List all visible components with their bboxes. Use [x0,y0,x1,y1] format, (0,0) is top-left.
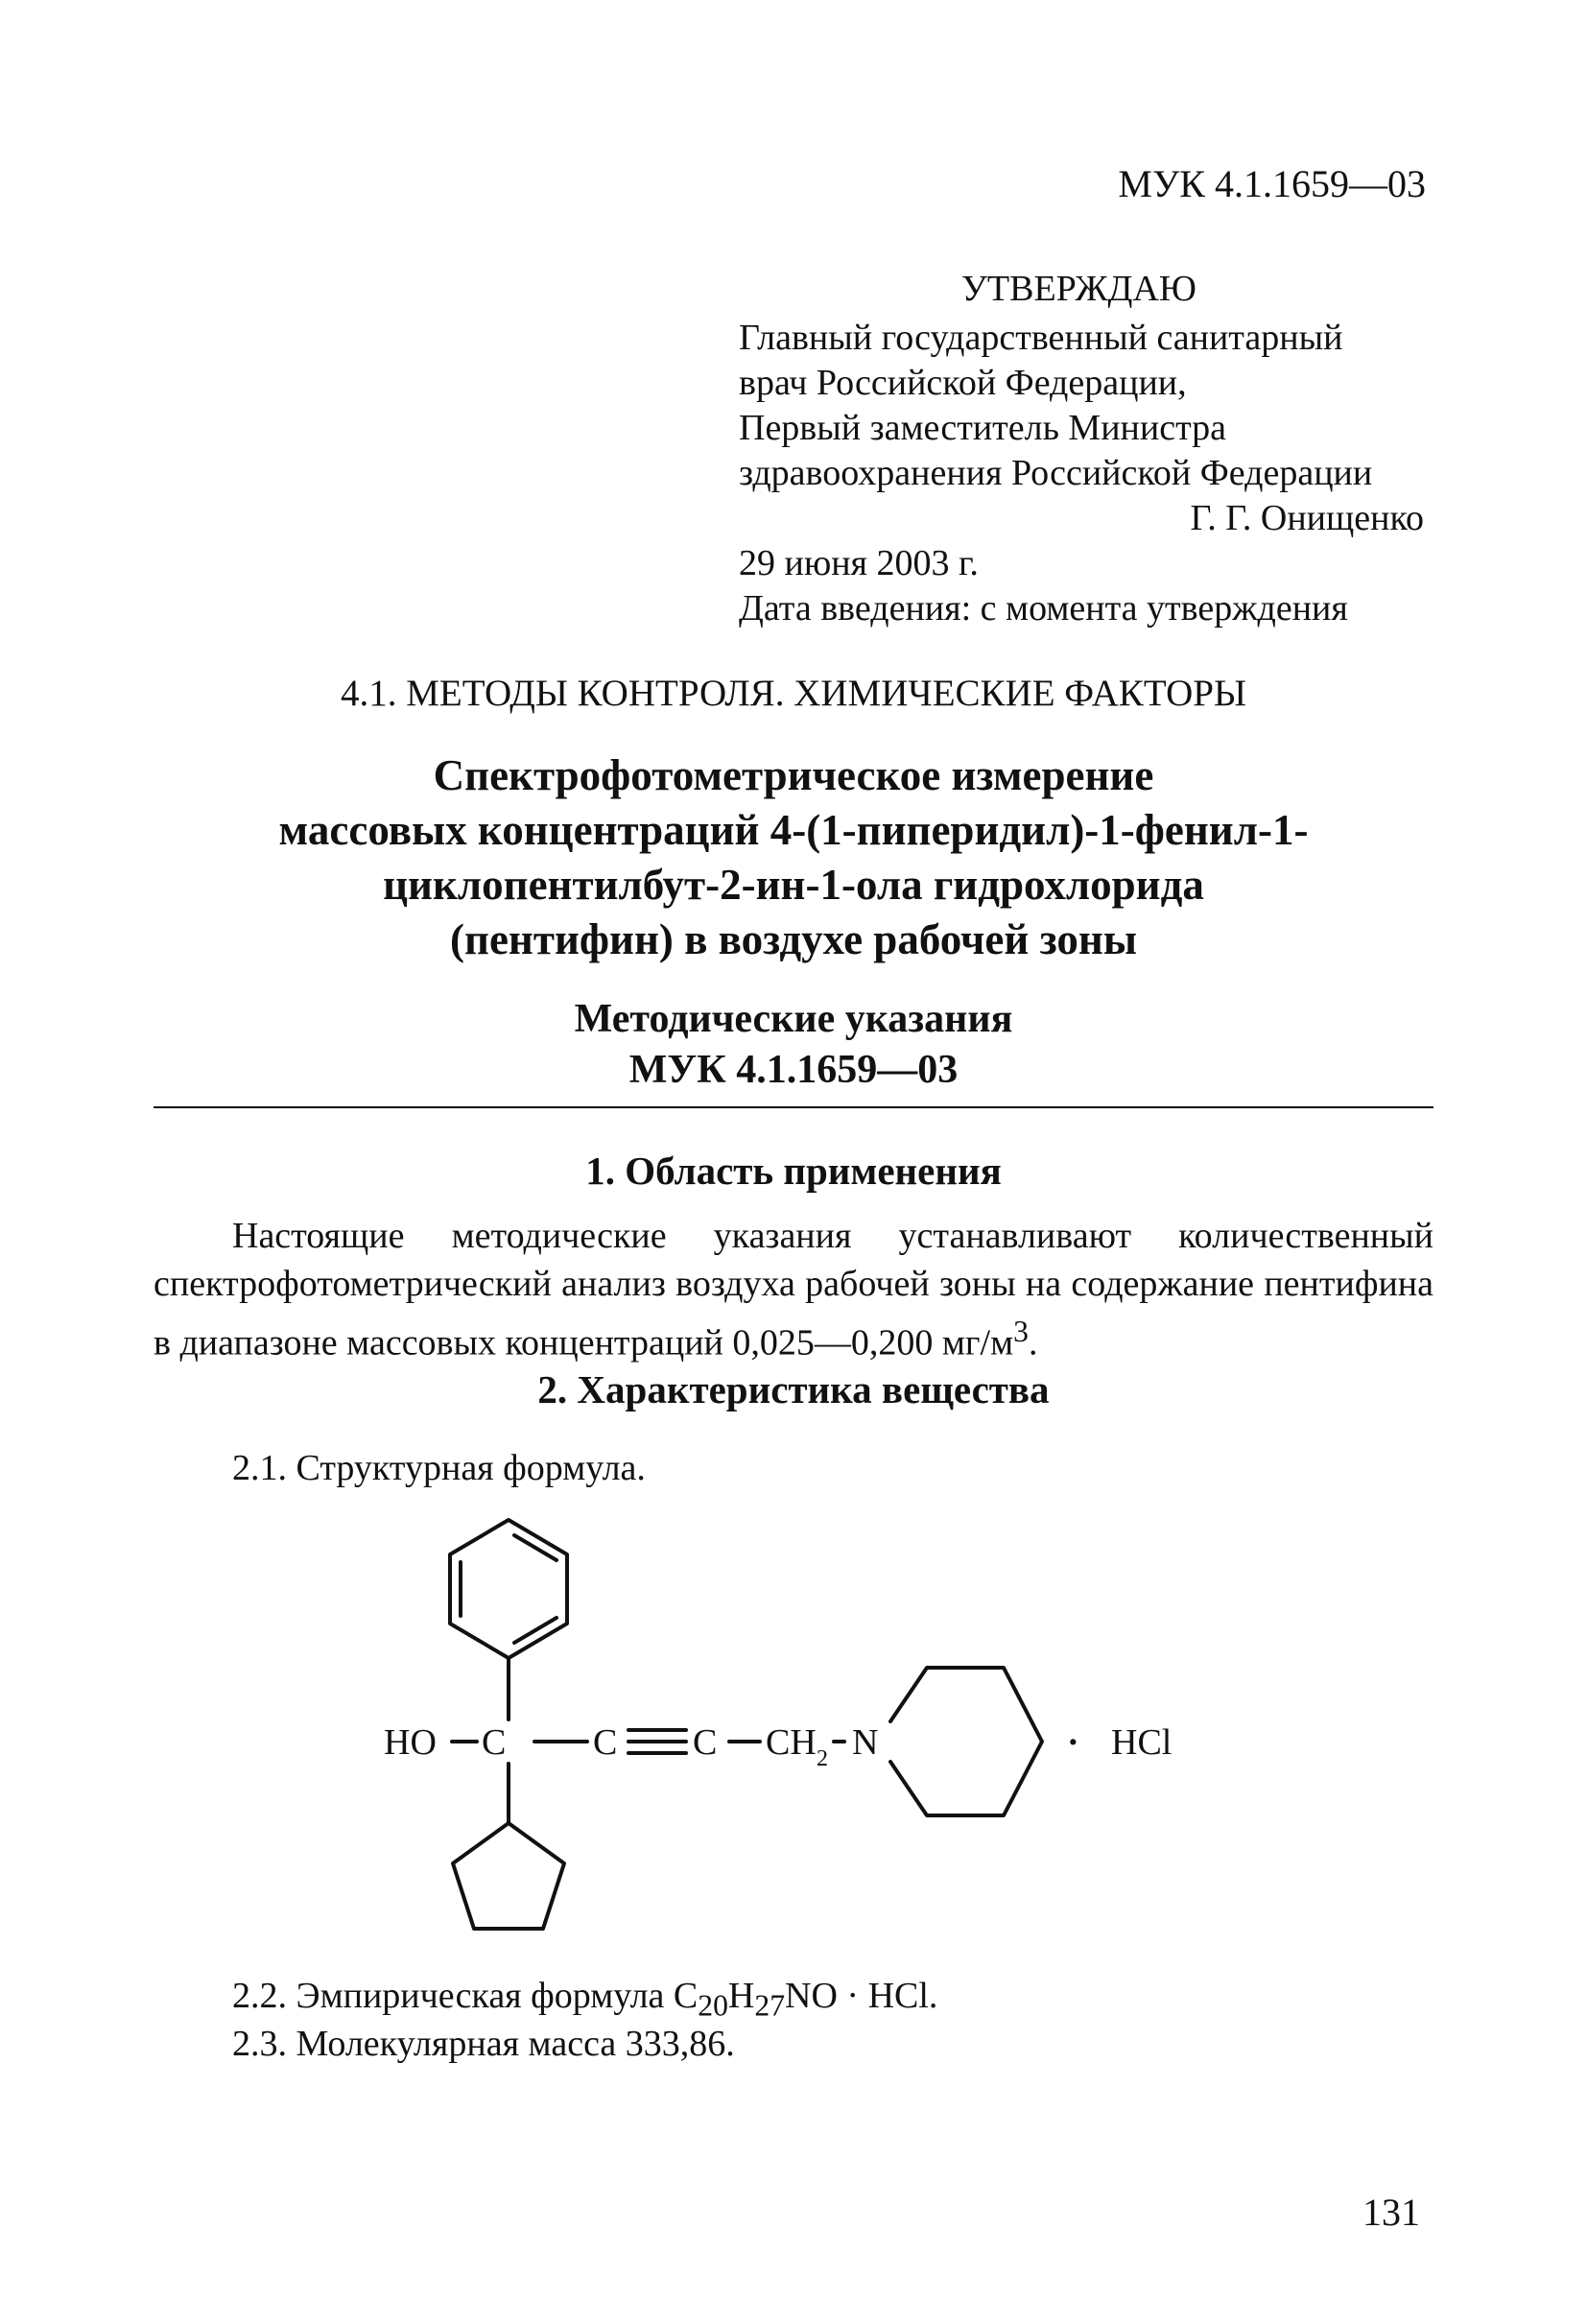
structural-formula [365,1506,1228,1957]
document-code-header: МУК 4.1.1659—03 [1118,162,1426,205]
phenyl-ring [450,1520,567,1658]
document-subtitle [0,994,1587,1096]
subtitle-code: МУК 4.1.1659—03 [628,1048,959,1092]
label-ho: HO [384,1722,437,1763]
title-line: массовых концентраций 4-(1-пиперидил)-1-фенил-1- [278,806,1309,854]
divider-line [154,1106,1433,1108]
label-hcl: HCl [1111,1722,1172,1763]
cyclopentyl-ring [453,1823,564,1929]
section-1-paragraph [154,1212,1433,1367]
label-subscript: 2 [817,1746,828,1771]
formula-subscript: 20 [698,1988,728,2023]
section-1-text: Настоящие методические указания устанавливают количественный спектрофотометрический анализ воздуха рабочей зоны на содержание пентифина в диапазоне массовых концентраций 0,025—0,200 мг/м [154,1216,1433,1364]
triple-bond [628,1730,686,1753]
item-2-3: 2.3. Молекулярная масса 333,86. [232,2024,735,2064]
label-carbon: C [593,1722,618,1763]
document-title [0,748,1587,967]
approval-date: 29 июня 2003 г. [739,543,979,583]
title-line: (пентифин) в воздухе рабочей зоны [450,915,1137,963]
label-carbon: C [693,1722,718,1763]
label-ch: CH [766,1722,817,1763]
sentence-end: . [1028,1322,1038,1364]
subtitle-line: Методические указания [574,997,1013,1041]
title-line: Спектрофотометрическое измерение [433,751,1154,799]
label-nitrogen: N [852,1722,879,1763]
formula-suffix: NO · HCl. [785,1976,938,2016]
approval-block [739,267,1430,631]
approval-line: Главный государственный санитарный [739,318,1343,358]
label-dot: · [1067,1722,1079,1763]
approval-line: здравоохранения Российской Федерации [739,453,1373,493]
approval-line: Первый заместитель Министра [739,408,1227,448]
label-carbon: C [482,1722,507,1763]
title-line: циклопентилбут-2-ин-1-ола гидрохлорида [383,861,1204,909]
approval-title: УТВЕРЖДАЮ [961,269,1196,309]
section-1-heading: 1. Область применения [585,1149,1002,1193]
piperidine-ring [890,1668,1042,1815]
formula-prefix: 2.2. Эмпирическая формула C [232,1976,699,2016]
formula-h: H [727,1976,755,2016]
approval-line: врач Российской Федерации, [739,363,1187,403]
unit-superscript: 3 [1013,1315,1029,1348]
page-number: 131 [1362,2191,1420,2234]
formula-subscript: 27 [754,1988,786,2023]
item-2-1: 2.1. Структурная формула. [232,1448,646,1488]
item-2-2 [232,1975,937,2024]
section-header: 4.1. МЕТОДЫ КОНТРОЛЯ. ХИМИЧЕСКИЕ ФАКТОРЫ [341,673,1246,714]
approval-effective-date: Дата введения: с момента утверждения [739,588,1348,628]
approval-signatory: Г. Г. Онищенко [1190,498,1424,538]
section-2-heading: 2. Характеристика вещества [537,1367,1050,1411]
phenyl-inner-bonds [461,1535,557,1643]
